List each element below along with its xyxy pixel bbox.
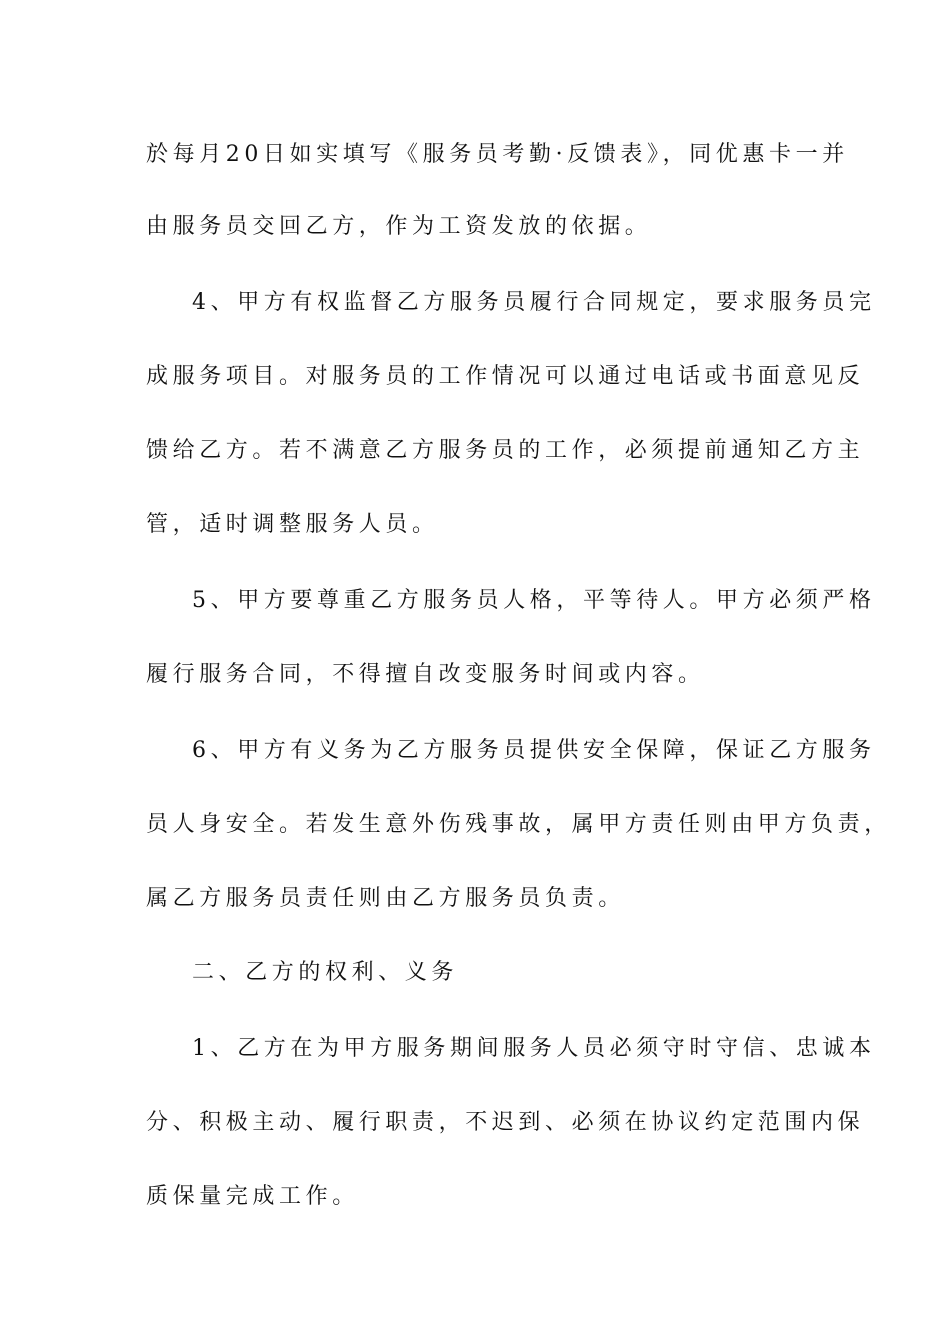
text-line: 属乙方服务员责任则由乙方服务员负责。 (146, 886, 625, 911)
paragraph-start: 1、乙方在为甲方服务期间服务人员必须守时守信、忠诚本 (192, 1036, 876, 1061)
text-line: 馈给乙方。若不满意乙方服务员的工作，必须提前通知乙方主 (146, 438, 865, 463)
text-line: 分、积极主动、履行职责，不迟到、必须在协议约定范围内保 (146, 1110, 865, 1135)
text-line: 员人身安全。若发生意外伤残事故，属甲方责任则由甲方负责， (146, 812, 891, 837)
text-line: 质保量完成工作。 (146, 1184, 359, 1209)
text-line: 成服务项目。对服务员的工作情况可以通过电话或书面意见反 (146, 364, 865, 389)
section-heading: 二、乙方的权利、义务 (192, 960, 459, 985)
text-line: 由服务员交回乙方，作为工资发放的依据。 (146, 214, 652, 239)
paragraph-start: 5、甲方要尊重乙方服务员人格，平等待人。甲方必须严格 (192, 588, 876, 613)
text-line: 管，适时调整服务人员。 (146, 512, 439, 537)
paragraph-start: 6、甲方有义务为乙方服务员提供安全保障，保证乙方服务 (192, 738, 876, 763)
text-line: 於每月20日如实填写《服务员考勤·反馈表》，同优惠卡一并 (146, 142, 849, 167)
paragraph-start: 4、甲方有权监督乙方服务员履行合同规定，要求服务员完 (192, 290, 876, 315)
text-line: 履行服务合同，不得擅自改变服务时间或内容。 (146, 662, 705, 687)
